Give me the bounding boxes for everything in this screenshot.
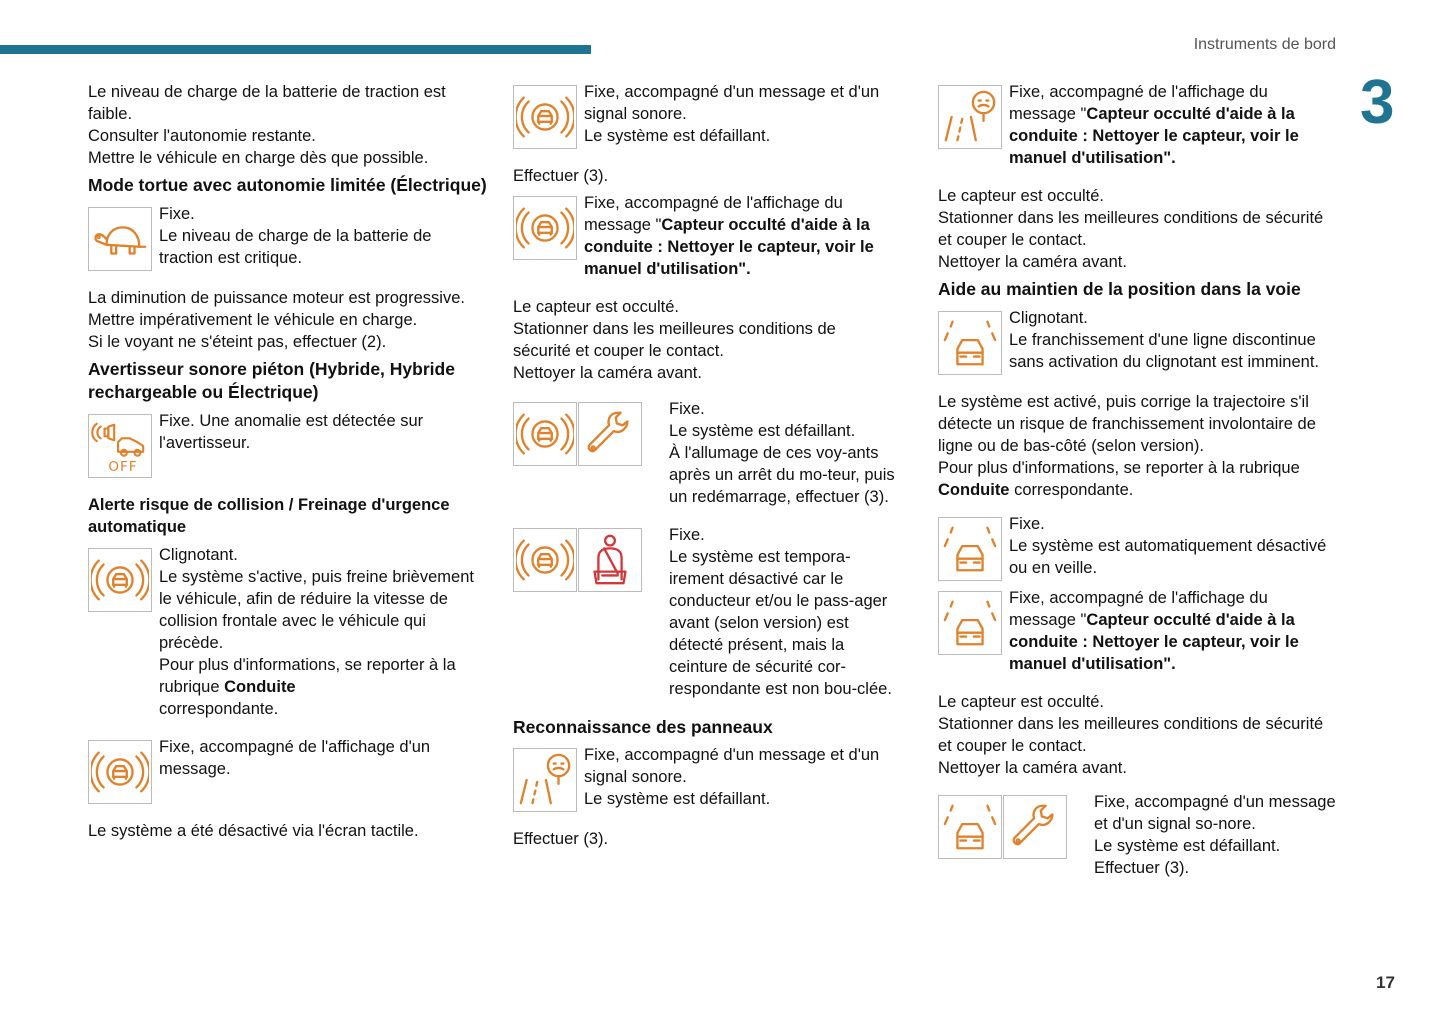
page-number: 17 — [1376, 973, 1395, 992]
sign-recognition-icon — [513, 748, 577, 812]
collision-alert-icon — [513, 402, 577, 466]
collision-entry-1: Clignotant. Le système s'active, puis freine brièvement le véhicule, afin de réduire la vitesse de collision frontale avec le véhicule qui précède. Pour plus d'informations, se reporter à la rubrique Conduite correspondante. — [88, 544, 488, 720]
turtle-mode-heading: Mode tortue avec autonomie limitée (Électrique) — [88, 175, 487, 195]
collision-alert-icon — [513, 85, 577, 149]
accent-top-bar — [0, 45, 591, 54]
col2-entry-1: Fixe, accompagné d'un message et d'un signal sonore. Le système est défaillant. — [513, 81, 898, 149]
column-2 — [513, 81, 898, 850]
wrench-icon — [1003, 795, 1067, 859]
turtle-icon — [88, 207, 152, 271]
col3-entry-3: Fixe. Le système est automatiquement désactivé ou en veille. — [938, 513, 1338, 581]
col3-entry-4: Fixe, accompagné de l'affichage du message "Capteur occulté d'aide à la conduite : Nettoyer le capteur, voir le manuel d'utilisation". — [938, 587, 1338, 675]
collision-alert-icon — [88, 740, 152, 804]
column-3 — [938, 81, 1338, 889]
chapter-number: 3 — [1360, 68, 1395, 137]
battery-low-text: Le niveau de charge de la batterie de traction est faible. Consulter l'autonomie restante. Mettre le véhicule en charge dès que possible. — [88, 83, 446, 167]
col2-after-5: Effectuer (3). — [513, 830, 609, 848]
sign-recognition-heading: Reconnaissance des panneaux — [513, 717, 773, 737]
collision-alert-icon — [513, 528, 577, 592]
col3-entry-2: Clignotant. Le franchissement d'une ligne discontinue sans activation du clignotant est imminent. — [938, 307, 1338, 375]
turtle-entry: Fixe. Le niveau de charge de la batterie de traction est critique. — [88, 203, 488, 271]
col3-entry-5: Fixe, accompagné d'un message et d'un signal so-nore. Le système est défaillant. Effectuer (3). — [938, 791, 1338, 879]
svg-text:OFF: OFF — [108, 459, 138, 475]
pedestrian-horn-off-icon — [88, 414, 152, 478]
lane-keeping-icon — [938, 517, 1002, 581]
collision-alert-heading: Alerte risque de collision / Freinage d'urgence automatique — [88, 496, 450, 536]
collision-after-text: Le système a été désactivé via l'écran tactile. — [88, 822, 419, 840]
col2-entry-5: Fixe, accompagné d'un message et d'un signal sonore. Le système est défaillant. — [513, 744, 898, 812]
section-title: Instruments de bord — [1193, 36, 1336, 53]
sign-recognition-icon — [938, 85, 1002, 149]
lane-keeping-icon — [938, 591, 1002, 655]
pedestrian-entry: OFF Fixe. Une anomalie est détectée sur l'avertisseur. — [88, 410, 488, 478]
col3-after-4: Le capteur est occulté. Stationner dans les meilleures conditions de sécurité et couper le contact. Nettoyer la caméra avant. — [938, 693, 1324, 777]
collision-alert-icon — [513, 196, 577, 260]
col2-entry-3: Fixe. Le système est défaillant. À l'allumage de ces voy-ants après un arrêt du mo-teur, puis un redémarrage, effectuer (3). — [513, 398, 898, 508]
col3-entry-1: Fixe, accompagné de l'affichage du message "Capteur occulté d'aide à la conduite : Nettoyer le capteur, voir le manuel d'utilisation". — [938, 81, 1338, 169]
pedestrian-warning-heading: Avertisseur sonore piéton (Hybride, Hybride rechargeable ou Électrique) — [88, 359, 455, 402]
turtle-after-text: La diminution de puissance moteur est progressive. Mettre impérativement le véhicule en charge. Si le voyant ne s'éteint pas, effectuer (2). — [88, 289, 465, 351]
col3-after-1: Le capteur est occulté. Stationner dans les meilleures conditions de sécurité et couper le contact. Nettoyer la caméra avant. — [938, 187, 1324, 271]
col2-after-1: Effectuer (3). — [513, 167, 609, 185]
col2-entry-4: Fixe. Le système est tempora-irement désactivé car le conducteur et/ou le pass-ager avant (selon version) est détecté présent, mais la ceinture de sécurité cor-respondante est non bou-clée. — [513, 524, 898, 700]
col3-after-2: Le système est activé, puis corrige la trajectoire s'il détecte un risque de franchissement involontaire de ligne ou de bas-côté (selon version). Pour plus d'informations, se reporter à la rubrique Conduite correspondante. — [938, 393, 1316, 499]
collision-alert-icon — [88, 548, 152, 612]
lane-keeping-icon — [938, 311, 1002, 375]
seatbelt-icon — [578, 528, 642, 592]
collision-entry-2: Fixe, accompagné de l'affichage d'un message. — [88, 736, 488, 804]
lane-keeping-heading: Aide au maintien de la position dans la voie — [938, 279, 1301, 299]
wrench-icon — [578, 402, 642, 466]
lane-keeping-icon — [938, 795, 1002, 859]
col2-entry-2: Fixe, accompagné de l'affichage du message "Capteur occulté d'aide à la conduite : Nettoyer le capteur, voir le manuel d'utilisation". — [513, 192, 898, 280]
col2-after-2: Le capteur est occulté. Stationner dans les meilleures conditions de sécurité et couper le contact. Nettoyer la caméra avant. — [513, 298, 836, 382]
column-1 — [88, 81, 488, 842]
